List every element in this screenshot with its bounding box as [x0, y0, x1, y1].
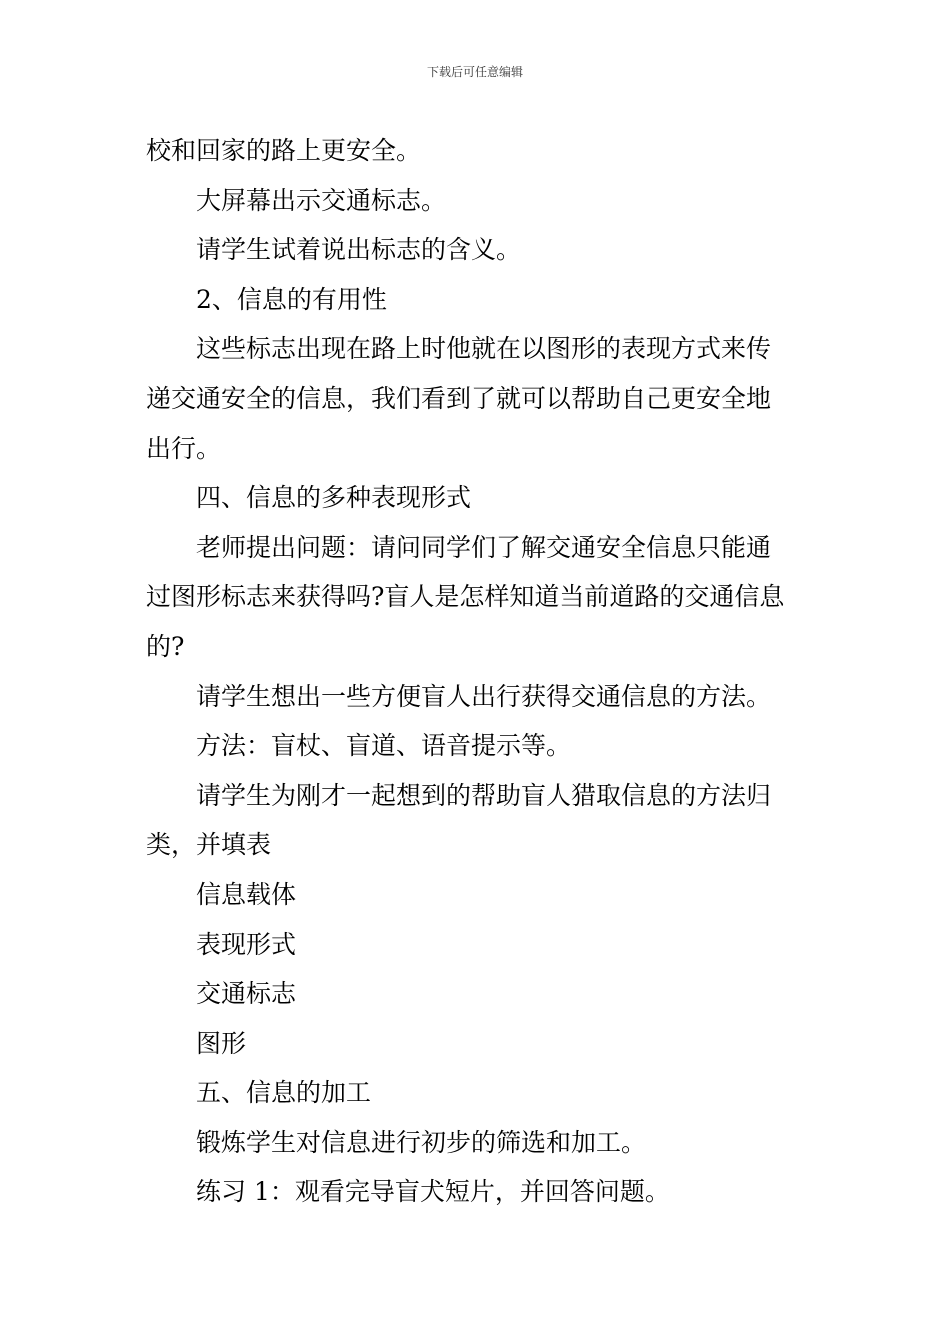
body-line: 请学生为刚才一起想到的帮助盲人猎取信息的方法归 [196, 780, 772, 810]
body-line: 练习 1：观看完导盲犬短片，并回答问题。 [196, 1177, 670, 1207]
table-item: 表现形式 [196, 929, 297, 959]
document-body [146, 126, 810, 1217]
table-item: 图形 [196, 1028, 247, 1058]
body-line: 出行。 [146, 433, 222, 463]
body-line: 的? [146, 631, 185, 661]
section-heading: 四、信息的多种表现形式 [196, 483, 472, 513]
body-line: 锻炼学生对信息进行初步的筛选和加工。 [196, 1127, 647, 1157]
page-header-note: 下载后可任意编辑 [426, 65, 523, 79]
body-line: 请学生想出一些方便盲人出行获得交通信息的方法。 [196, 681, 772, 711]
section-heading: 五、信息的加工 [196, 1078, 372, 1108]
body-line: 递交通安全的信息，我们看到了就可以帮助自己更安全地 [146, 383, 772, 413]
body-line: 校和回家的路上更安全。 [146, 136, 422, 165]
section-heading: 2、信息的有用性 [196, 284, 387, 314]
body-line: 这些标志出现在路上时他就在以图形的表现方式来传 [196, 334, 772, 364]
body-line: 类，并填表 [146, 830, 272, 860]
table-item: 信息载体 [196, 879, 297, 909]
table-item: 交通标志 [196, 979, 297, 1009]
body-line: 老师提出问题：请问同学们了解交通安全信息只能通 [196, 532, 772, 562]
body-line: 过图形标志来获得吗?盲人是怎样知道当前道路的交通信息 [146, 582, 785, 612]
body-line: 大屏幕出示交通标志。 [196, 185, 447, 215]
body-line: 方法：盲杖、盲道、语音提示等。 [196, 731, 572, 761]
body-line: 请学生试着说出标志的含义。 [196, 235, 522, 265]
